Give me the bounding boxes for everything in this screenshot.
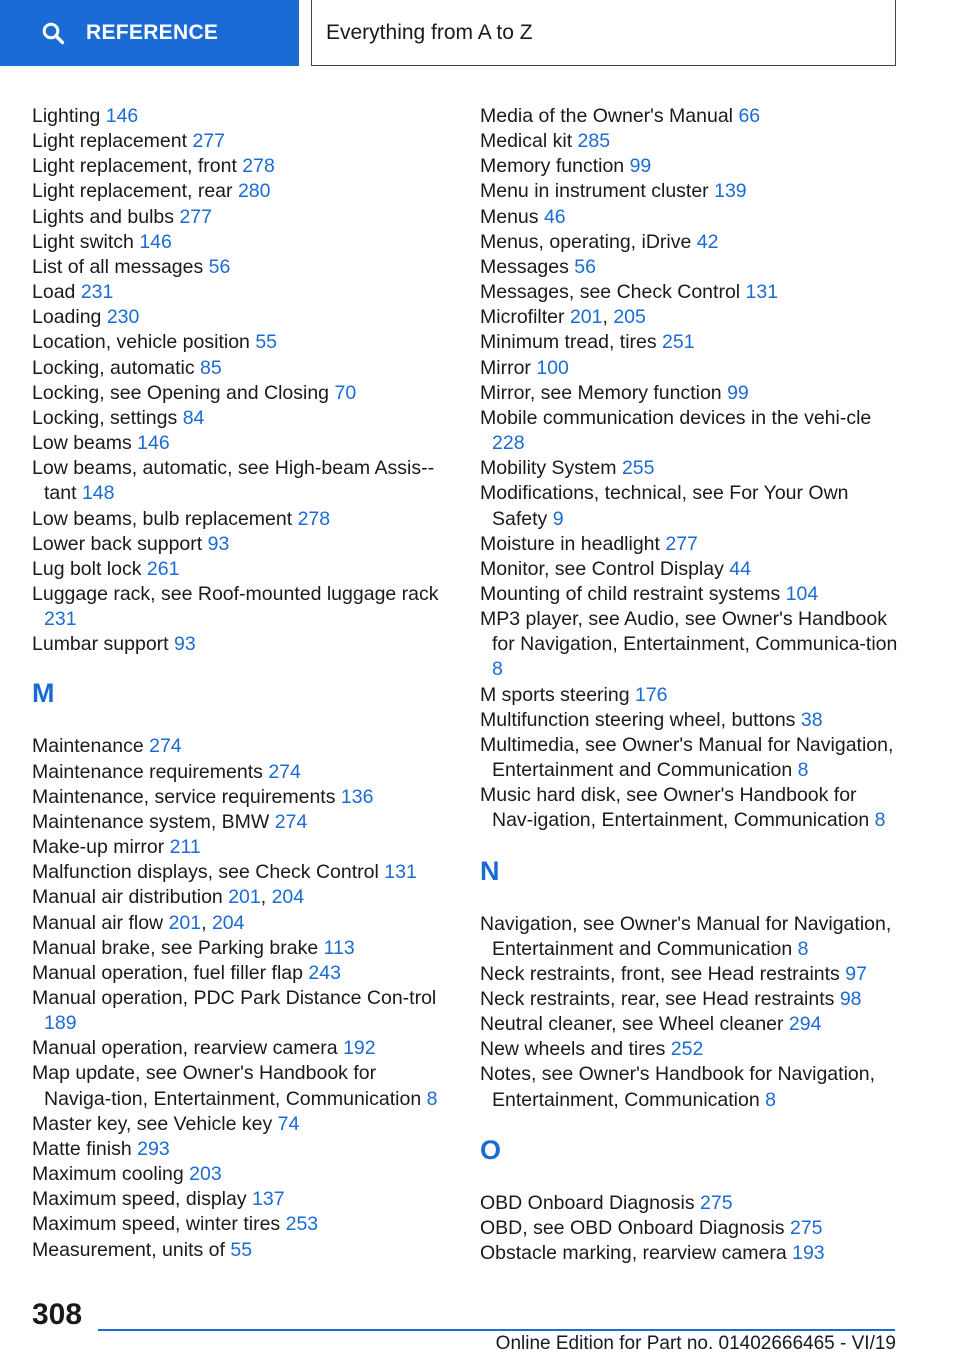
page-link[interactable]: 201: [569, 306, 603, 329]
page-link[interactable]: 8: [797, 937, 809, 960]
page-link[interactable]: 70: [334, 381, 357, 404]
index-entry: [32, 986, 452, 1036]
page-link[interactable]: 8: [797, 759, 809, 782]
index-entry-term: Media of the Owner's Manual: [480, 105, 734, 127]
index-entry-term: Matte finish: [32, 1137, 132, 1160]
page-link[interactable]: 93: [174, 633, 196, 656]
index-entry-term: Mirror, see Memory function: [480, 381, 722, 404]
index-entry-term: Measurement, units of: [32, 1238, 225, 1261]
index-entry-term: Light switch: [32, 230, 134, 253]
index-entry-term: Lights and bulbs: [32, 205, 175, 228]
index-entry: [480, 1012, 900, 1037]
page-link[interactable]: 230: [106, 306, 140, 329]
page-link[interactable]: 98: [839, 988, 862, 1010]
index-entry-term: Mounting of child restraint systems: [480, 582, 781, 605]
index-entry: [32, 835, 452, 860]
index-entry-term: Menus, operating, iDrive: [480, 230, 692, 253]
index-entry-term: Low beams, automatic, see High-beam Assis-tant: [32, 457, 435, 505]
index-entry: [32, 179, 452, 204]
index-entry: [32, 785, 452, 810]
index-entry: [32, 230, 452, 255]
index-entry-term: Menus: [480, 205, 539, 228]
page-link[interactable]: 113: [323, 936, 355, 959]
index-entry: [480, 733, 900, 783]
index-entry: [480, 582, 900, 607]
page-link[interactable]: 46: [543, 205, 566, 228]
index-entry-term: MP3 player, see Audio, see Owner's Handbook for Navigation, Entertainment, Communica-tion: [480, 608, 898, 656]
index-entry-term: Messages: [480, 255, 569, 278]
index-entry: [32, 507, 452, 532]
index-entry: Microfilter 201, 205: [480, 306, 646, 329]
index-entry: [32, 1137, 452, 1162]
page-link[interactable]: 146: [105, 105, 139, 127]
index-entry: [32, 1212, 452, 1237]
index-entry-term: Manual operation, fuel filler flap: [32, 961, 303, 984]
index-entry: [480, 179, 900, 204]
page-link[interactable]: 84: [182, 406, 205, 429]
page-link[interactable]: 42: [696, 230, 719, 253]
index-letter-heading: N: [480, 855, 500, 886]
page-link[interactable]: 275: [789, 1216, 823, 1239]
index-entry-term: Make-up mirror: [32, 836, 165, 859]
page-link[interactable]: 189: [44, 1012, 77, 1035]
index-entry: [32, 381, 452, 406]
page-link[interactable]: 38: [800, 708, 823, 731]
index-entry-term: Map update, see Owner's Handbook for Naviga-tion, Entertainment, Communication: [32, 1062, 422, 1110]
index-entry-term: Medical kit: [480, 130, 573, 153]
index-entry-term: Minimum tread, tires: [480, 331, 657, 354]
index-entry-term: Moisture in headlight: [480, 532, 660, 555]
index-entry-term: Mobile communication devices in the vehi-cle: [480, 406, 872, 429]
index-entry: [32, 356, 452, 381]
page-link[interactable]: 74: [277, 1112, 300, 1135]
index-entry: [480, 683, 900, 708]
index-entry: [32, 1187, 452, 1212]
index-entry: [32, 305, 452, 330]
page-link[interactable]: 204: [211, 911, 245, 934]
index-entry: [32, 255, 452, 280]
index-letter-heading: M: [32, 678, 55, 709]
index-entry-term: M sports steering: [480, 683, 630, 706]
index-entry: [32, 860, 452, 885]
page-link[interactable]: 176: [634, 683, 668, 706]
page-link[interactable]: 8: [874, 809, 886, 832]
page-link[interactable]: 97: [845, 962, 867, 985]
search-icon[interactable]: [40, 20, 66, 46]
index-entry-term: Multimedia, see Owner's Manual for Navigation, Entertainment and Communication: [480, 733, 894, 782]
page-link[interactable]: 148: [81, 482, 115, 505]
index-entry-term: Lighting: [32, 105, 101, 127]
index-entry: [480, 481, 900, 531]
index-entry-term: Manual operation, rearview camera: [32, 1037, 338, 1060]
index-entry-term: Manual operation, PDC Park Distance Con-trol: [32, 987, 437, 1009]
index-entry: [32, 582, 452, 632]
index-entry-term: Light replacement: [32, 130, 188, 153]
page-link[interactable]: 252: [670, 1038, 704, 1061]
page-header: [0, 0, 960, 66]
page-link[interactable]: 274: [149, 735, 182, 758]
index-entry-term: Microfilter: [480, 306, 565, 329]
index-entry: [32, 1036, 452, 1061]
index-entry: [480, 205, 900, 230]
page-link[interactable]: 139: [714, 180, 747, 203]
index-entry-term: OBD Onboard Diagnosis: [480, 1191, 695, 1214]
index-entry: [480, 129, 900, 154]
index-entry-term: List of all messages: [32, 255, 204, 278]
index-entry: [32, 456, 452, 506]
index-entry-term: New wheels and tires: [480, 1038, 666, 1061]
index-entry-term: Neck restraints, front, see Head restraints: [480, 962, 840, 985]
page-link[interactable]: 261: [146, 557, 180, 580]
index-entry: [480, 280, 900, 305]
index-entry-term: Low beams, bulb replacement: [32, 507, 293, 530]
index-entry: [480, 912, 900, 962]
index-entry-term: Manual air flow: [32, 911, 164, 934]
index-entry-term: Navigation, see Owner's Manual for Navigation, Entertainment and Communication: [480, 912, 892, 960]
page-link[interactable]: 243: [308, 961, 341, 984]
page-link[interactable]: 8: [765, 1088, 776, 1111]
index-entry-term: Maintenance requirements: [32, 760, 263, 783]
index-entry: [480, 330, 900, 355]
index-entry-term: Load: [32, 281, 76, 304]
page-link[interactable]: 131: [745, 281, 779, 304]
index-entry-term: Light replacement, rear: [32, 180, 233, 203]
section-title-tab: [311, 0, 896, 66]
page-link[interactable]: 136: [340, 785, 374, 808]
index-entry: [480, 962, 900, 987]
index-entry-term: Mirror: [480, 356, 531, 379]
index-entry-term: Maintenance: [32, 735, 144, 758]
index-entry-term: Locking, automatic: [32, 356, 195, 379]
index-entry-term: Locking, settings: [32, 406, 178, 429]
index-entry-term: Light replacement, front: [32, 155, 237, 178]
index-entry: [32, 557, 452, 582]
index-entry-term: Luggage rack, see Roof-mounted luggage rack: [32, 582, 439, 605]
page-link[interactable]: 253: [285, 1213, 319, 1236]
index-entry: [32, 205, 452, 230]
index-entry-term: Manual brake, see Parking brake: [32, 936, 319, 959]
index-entry-term: OBD, see OBD Onboard Diagnosis: [480, 1216, 785, 1239]
index-entry-term: Manual air distribution: [32, 886, 223, 909]
page-link[interactable]: 66: [738, 105, 761, 127]
index-entry: Manual air distribution 201, 204: [32, 886, 305, 909]
page-link[interactable]: 274: [268, 760, 301, 783]
index-entry-term: Lumbar support: [32, 633, 169, 656]
section-title: Everything from A to Z: [326, 20, 533, 44]
index-entry: [480, 255, 900, 280]
index-entry: [480, 987, 900, 1012]
index-entry-term: Notes, see Owner's Handbook for Navigation, Entertainment, Communication: [480, 1063, 876, 1111]
index-entry-term: Messages, see Check Control: [480, 281, 741, 304]
index-entry: [32, 632, 452, 657]
index-entry: [32, 330, 452, 355]
index-entry: [480, 1241, 900, 1266]
index-entry: [480, 381, 900, 406]
page-link[interactable]: 8: [426, 1087, 438, 1110]
index-entry: [480, 356, 900, 381]
index-entry-term: Lower back support: [32, 532, 203, 555]
index-entry: [480, 154, 900, 179]
page-link[interactable]: 280: [237, 180, 271, 203]
index-entry: [32, 1061, 452, 1111]
index-entry: [480, 1062, 900, 1112]
reference-label: REFERENCE: [86, 21, 219, 44]
page-link[interactable]: 55: [230, 1238, 253, 1261]
index-entry-term: Malfunction displays, see Check Control: [32, 861, 379, 884]
index-entry-term: Music hard disk, see Owner's Handbook for Nav-igation, Entertainment, Communication: [480, 784, 870, 832]
page-link[interactable]: 201: [168, 911, 202, 934]
index-entry-term: Menu in instrument cluster: [480, 180, 709, 203]
index-entry: [32, 810, 452, 835]
index-entry: [32, 1162, 452, 1187]
index-entry: [32, 734, 452, 759]
page-link[interactable]: 203: [189, 1163, 222, 1186]
index-entry-term: Lug bolt lock: [32, 557, 142, 580]
page-link[interactable]: 293: [137, 1137, 170, 1160]
index-entry: [32, 431, 452, 456]
index-entry-term: Maintenance, service requirements: [32, 785, 336, 808]
page-link[interactable]: 137: [252, 1188, 285, 1211]
page-link[interactable]: 211: [169, 836, 201, 859]
index-entry: [480, 104, 900, 129]
page-link[interactable]: 205: [613, 306, 646, 329]
page-link[interactable]: 56: [208, 255, 231, 278]
index-entry-term: Neutral cleaner, see Wheel cleaner: [480, 1013, 784, 1036]
page-link[interactable]: 55: [255, 331, 278, 354]
index-entry-term: Obstacle marking, rearview camera: [480, 1242, 787, 1265]
page-link[interactable]: 277: [192, 130, 225, 153]
index-entry: [32, 1112, 452, 1137]
index-entry: [480, 557, 900, 582]
index-column-left: [32, 104, 452, 1263]
page-link[interactable]: 104: [785, 582, 819, 605]
page-link[interactable]: 146: [139, 230, 172, 253]
index-entry: [480, 1037, 900, 1062]
index-entry: [32, 154, 452, 179]
page-link[interactable]: 100: [536, 356, 569, 379]
page-link[interactable]: 56: [574, 255, 596, 278]
index-entry: Manual air flow 201, 204: [32, 911, 245, 934]
page-link[interactable]: 251: [662, 331, 695, 354]
page-link[interactable]: 255: [621, 457, 655, 480]
index-entry-term: Multifunction steering wheel, buttons: [480, 708, 796, 731]
index-entry: [480, 783, 900, 833]
index-entry-term: Location, vehicle position: [32, 331, 250, 354]
page-link[interactable]: 278: [297, 507, 331, 530]
index-entry: [32, 760, 452, 785]
page-link[interactable]: 201: [228, 886, 261, 909]
index-entry: [32, 406, 452, 431]
index-entry: [480, 532, 900, 557]
index-entry: [480, 708, 900, 733]
page-link[interactable]: 204: [271, 886, 305, 909]
index-entry-term: Modifications, technical, see For Your Own Safety: [480, 482, 849, 530]
page-link[interactable]: 294: [788, 1013, 822, 1036]
index-entry-term: Mobility System: [480, 457, 617, 480]
index-entry-term: Low beams: [32, 432, 132, 455]
index-entry-term: Maximum speed, winter tires: [32, 1213, 281, 1236]
page-link[interactable]: 231: [44, 608, 77, 631]
index-entry-term: Neck restraints, rear, see Head restraints: [480, 988, 835, 1010]
page-link[interactable]: 131: [384, 861, 417, 884]
index-entry: [32, 961, 452, 986]
index-entry-term: Loading: [32, 306, 102, 329]
index-entry: [32, 936, 452, 961]
page-link[interactable]: 228: [492, 432, 525, 455]
page-link[interactable]: 93: [207, 532, 230, 555]
index-entry: [480, 456, 900, 481]
page-link[interactable]: 99: [727, 381, 749, 404]
index-entry: [480, 1191, 900, 1216]
reference-tab[interactable]: [0, 0, 299, 66]
page-link[interactable]: 146: [137, 432, 170, 455]
footer-divider: [98, 1329, 895, 1331]
page-link[interactable]: 274: [274, 810, 308, 833]
index-entry: [32, 1238, 452, 1263]
index-entry: [480, 607, 900, 682]
index-letter-heading: O: [480, 1134, 502, 1165]
index-entry: [32, 280, 452, 305]
index-entry-term: Monitor, see Control Display: [480, 557, 724, 580]
index-entry: [32, 104, 452, 129]
page-link[interactable]: 44: [729, 557, 751, 580]
index-entry: [480, 1216, 900, 1241]
index-entry: [32, 129, 452, 154]
page-link[interactable]: 99: [629, 155, 652, 178]
page-link[interactable]: 285: [577, 130, 611, 153]
page-link[interactable]: 192: [343, 1037, 376, 1060]
page-link[interactable]: 193: [792, 1242, 825, 1265]
page-link[interactable]: 275: [700, 1191, 733, 1214]
index-entry-term: Memory function: [480, 155, 625, 178]
index-entry-term: Master key, see Vehicle key: [32, 1112, 273, 1135]
index-entry: [480, 230, 900, 255]
page-link[interactable]: 278: [242, 155, 275, 178]
page-link[interactable]: 277: [179, 205, 212, 228]
index-entry-term: Maintenance system, BMW: [32, 810, 270, 833]
page-number: 308: [32, 1298, 83, 1331]
page-link[interactable]: 85: [200, 356, 222, 379]
page-link[interactable]: 8: [492, 658, 503, 681]
page-link[interactable]: 231: [80, 281, 114, 304]
index-entry-term: Maximum speed, display: [32, 1188, 247, 1211]
index-entry: [32, 532, 452, 557]
index-entry-term: Locking, see Opening and Closing: [32, 381, 330, 404]
index-column-right: [480, 104, 900, 1266]
edition-text: Online Edition for Part no. 01402666465 - VI/19: [495, 1333, 896, 1354]
page-link[interactable]: 277: [665, 532, 698, 555]
page-link[interactable]: 9: [552, 507, 564, 530]
index-entry-term: Maximum cooling: [32, 1163, 184, 1186]
index-entry: [480, 406, 900, 456]
